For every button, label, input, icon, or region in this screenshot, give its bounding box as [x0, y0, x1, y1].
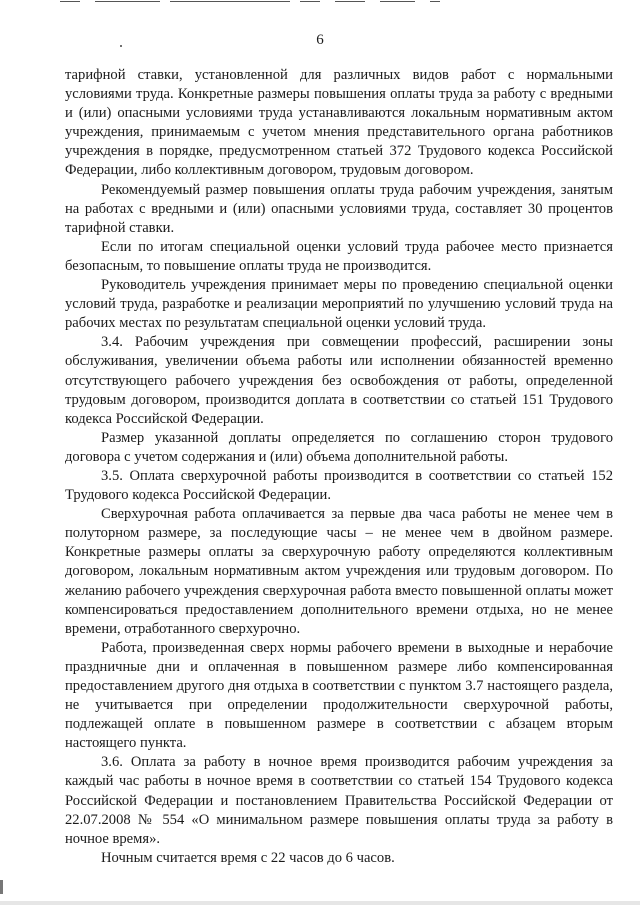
paragraph-clause-3-5: 3.5. Оплата сверхурочной работы производится в соответствии со статьей 152 Трудового кодекса Российской Федерации. [65, 467, 613, 504]
bottom-scan-edge [0, 901, 640, 905]
paragraph: Сверхурочная работа оплачивается за первые два часа работы не менее чем в полуторном размере, за последующие часы – не менее чем в двойном размере. Конкретные размеры оплаты за сверхурочную работу определяются коллективным договором, локальным нормативным актом учреждения или трудовым договором. По желанию рабочего учреждения сверхурочная работа вместо повышенной оплаты может компенсироваться предоставлением дополнительного времени отдыха, но не менее времени, отработанного сверхурочно. [65, 506, 613, 637]
paragraph-clause-3-4: 3.4. Рабочим учреждения при совмещении профессий, расширении зоны обслуживания, увеличении объема работы или исполнении обязанностей временно отсутствующего рабочего учреждения без освобождения от работы, определенной трудовым договором, производится доплата в соответствии со статьей 151 Трудового кодекса Российской Федерации. [65, 334, 613, 427]
scan-edge-mark [0, 880, 3, 894]
top-scan-rule [300, 1, 320, 2]
top-scan-rule [95, 1, 160, 2]
document-body [65, 66, 613, 868]
paragraph: Если по итогам специальной оценки условий труда рабочее место признается безопасным, то повышение оплаты труда не производится. [65, 238, 613, 274]
page-number: 6 [316, 32, 324, 48]
paragraph: Рекомендуемый размер повышения оплаты труда рабочим учреждения, занятым на работах с вредными и (или) опасными условиями труда, составляет 30 процентов тарифной ставки. [65, 181, 613, 236]
top-scan-rule [335, 1, 365, 2]
paragraph-clause-3-6: 3.6. Оплата за работу в ночное время производится рабочим учреждения за каждый час работы в ночное время в соответствии со статьей 154 Трудового кодекса Российской Федерации и постановлением Правительства Российской Федерации от 22.07.2008 № 554 «О минимальном размере повышения оплаты труда за работу в ночное время». [65, 754, 613, 847]
paragraph: Руководитель учреждения принимает меры по проведению специальной оценки условий труда, разработке и реализации мероприятий по улучшению условий труда на рабочих местах по результатам специальной оценки условий труда. [65, 277, 613, 332]
top-scan-rule [430, 1, 440, 2]
top-scan-rule [170, 1, 290, 2]
top-scan-rule [60, 1, 80, 2]
paragraph: Работа, произведенная сверх нормы рабочего времени в выходные и нерабочие праздничные дни и оплаченная в повышенном размере либо компенсированная предоставлением другого дня отдыха в соответствии с пунктом 3.7 настоящего раздела, не учитывается при определении продолжительности сверхурочной работы, подлежащей оплате в повышенном размере в соответствии с абзацем вторым настоящего пункта. [65, 639, 613, 752]
paragraph-continuation: тарифной ставки, установленной для различных видов работ с нормальными условиями труда. Конкретные размеры повышения оплаты труда за работу с вредными и (или) опасными условиями труда устанавливаются локальным нормативным актом учреждения, принимаемым с учетом мнения представительного органа работников учреждения в порядке, предусмотренном статьей 372 Трудового кодекса Российской Федерации, либо коллективным договором, трудовым договором. [65, 67, 613, 179]
top-scan-rule [380, 1, 415, 2]
paragraph: Ночным считается время с 22 часов до 6 часов. [101, 849, 395, 866]
paragraph: Размер указанной доплаты определяется по соглашению сторон трудового договора с учетом содержания и (или) объема дополнительной работы. [65, 429, 613, 465]
